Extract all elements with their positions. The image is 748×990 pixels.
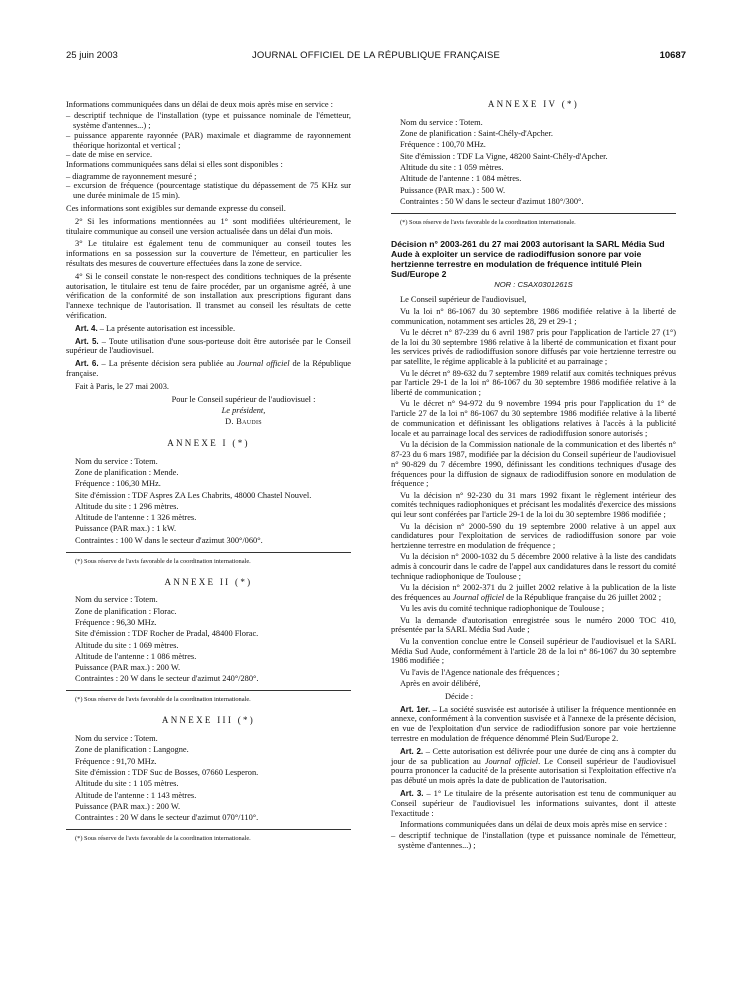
paragraph: Le Conseil supérieur de l'audiovisuel, — [400, 295, 527, 305]
page-header — [66, 50, 686, 66]
list-item: – excursion de fréquence (pourcentage statistique du dépassement de 75 KHz sur une durée minimale de 15 min). — [66, 181, 351, 201]
article-text: – La présente autorisation est incessible. — [97, 323, 236, 333]
annex-line: Altitude du site : 1 069 mètres. — [75, 640, 179, 650]
annex-line: Nom du service : Totem. — [400, 117, 483, 127]
list-item: – descriptif technique de l'installation (type et puissance nominale de l'émetteur, système d'antennes...) ; — [391, 831, 676, 850]
annex-line: Site d'émission : TDF Suc de Bosses, 07660 Lesperon. — [75, 767, 259, 777]
article-label: Art. 4. — [75, 323, 98, 333]
journal-reference: Journal officiel — [237, 359, 290, 369]
visa: Vu la convention conclue entre le Conseil supérieur de l'audiovisuel et la SARL Média Sud Aude, conformément à l'article 28 de la loi n° 86-1067 du 30 septembre 1986 modifiée ; — [391, 636, 676, 666]
list-item: – date de mise en service. — [66, 150, 153, 160]
annex-4 — [391, 100, 676, 227]
visa: Vu le décret n° 94-972 du 9 novembre 1994 pris pour l'application du 1° de l'article 27 de la loi n° 86-1067 du 30 septembre 1986 modifiée relative à la liberté de communication et définissant les obligations relatives à l'accès à la publicité locale et au parrainage local des services de radiodiffusion sonore autorisés ; — [391, 399, 676, 438]
signature-line: Pour le Conseil supérieur de l'audiovisuel : — [171, 394, 316, 404]
list-item: – diagramme de rayonnement mesuré ; — [66, 171, 197, 181]
annex-title: ANNEXE II (*) — [164, 576, 253, 587]
article-label: Art. 2. — [400, 746, 424, 756]
visa: Vu la demande d'autorisation enregistrée sous le numéro 2000 TOC 410, présentée par la SARL Média Sud Aude ; — [391, 615, 676, 635]
article-1 — [391, 705, 676, 744]
visa: Vu la décision n° 2000-590 du 19 septembre 2000 relative à un appel aux candidatures pour l'exploitation de services de radiodiffusion sonore par voie hertzienne terrestre en modulation de fréquence ; — [391, 521, 676, 551]
signature-title — [136, 406, 351, 416]
list-item: – puissance apparente rayonnée (PAR) maximale et diagramme de rayonnement théorique horizontal et vertical ; — [66, 130, 351, 150]
annex-line: Contraintes : 20 W dans le secteur d'azimut 070°/110°. — [75, 813, 259, 823]
visa: Vu les avis du comité technique radiophonique de Toulouse ; — [400, 604, 605, 614]
annex-line: Nom du service : Totem. — [75, 456, 158, 466]
article-text: – La présente décision sera publiée au — [98, 359, 238, 369]
annex-line: Fréquence : 106,30 MHz. — [75, 479, 161, 489]
annex-line: Altitude du site : 1 059 mètres. — [400, 162, 504, 172]
article-6 — [66, 359, 351, 379]
footnote: (*) Sous réserve de l'avis favorable de la coordination internationale. — [66, 552, 351, 566]
paragraph: 4° Si le conseil constate le non-respect des conditions techniques de la présente autorisation, le titulaire est tenu de faire procéder, par un organisme agréé, à une vérification de la conformité de son installation aux prescriptions figurant dans l'annexe technique de l'autorisation. Il transmet au conseil les résultats de cette vérification. — [66, 271, 351, 320]
annex-line: Fréquence : 91,70 MHz. — [75, 756, 157, 766]
list-item: – descriptif technique de l'installation (type et puissance nominale de l'émetteur, système d'antennes...) ; — [66, 111, 351, 131]
annex-line: Nom du service : Totem. — [75, 595, 158, 605]
annex-line: Zone de planification : Mende. — [75, 468, 179, 477]
signature-title-text: Le président, — [221, 405, 266, 415]
done-at: Fait à Paris, le 27 mai 2003. — [75, 381, 169, 391]
annex-1 — [66, 439, 351, 566]
annex-line: Zone de planification : Langogne. — [75, 745, 189, 755]
right-column — [391, 100, 676, 851]
decision-title: Décision n° 2003-261 du 27 mai 2003 autorisant la SARL Média Sud Aude à exploiter un service de radiodiffusion sonore par voie hertzienne terrestre en modulation de fréquence intitulé Plein Sud/Europe 2 — [391, 238, 665, 279]
annex-line: Puissance (PAR max.) : 200 W. — [75, 801, 181, 811]
header-date: 25 juin 2003 — [66, 50, 118, 61]
annex-line: Site d'émission : TDF La Vigne, 48200 Saint-Chély-d'Apcher. — [400, 151, 608, 161]
annex-line: Altitude de l'antenne : 1 326 mètres. — [75, 513, 197, 523]
paragraph: 2° Si les informations mentionnées au 1° sont modifiées ultérieurement, le titulaire communique au conseil une version actualisée dans un délai d'un mois. — [66, 216, 351, 236]
visa: Vu la décision n° 92-230 du 31 mars 1992 fixant le règlement intérieur des comités techniques radiophoniques et précisant les modalités d'exercice des missions qui leur sont conférées par l'article 29-1 de la loi du 30 septembre 1986 modifiée ; — [391, 490, 676, 520]
annex-2 — [66, 578, 351, 705]
annex-line: Site d'émission : TDF Rocher de Pradal, 48400 Florac. — [75, 629, 259, 639]
paragraph: Informations communiquées dans un délai de deux mois après mise en service : — [400, 819, 667, 829]
footnote: (*) Sous réserve de l'avis favorable de la coordination internationale. — [391, 213, 676, 227]
article-label: Art. 6. — [75, 359, 99, 369]
visa: Vu le décret n° 87-239 du 6 avril 1987 pris pour l'application de l'article 27 (1°) de la loi du 30 septembre 1986 relative à la liberté de communication et fixant pour les services privés de radiodiffusion sonore diffusés par voie hertzienne terrestre ou par satellite, le régime applicable à la publicité et au parrainage ; — [391, 327, 676, 367]
annex-line: Puissance (PAR max.) : 200 W. — [75, 663, 181, 673]
visa: Vu le décret n° 89-632 du 7 septembre 1989 relatif aux comités techniques prévus par l'article 29-1 de la loi n° 86-1067 du 30 septembre 1986 modifiée relative à la liberté de communication ; — [391, 368, 676, 398]
annex-line: Fréquence : 100,70 MHz. — [400, 140, 486, 150]
annex-line: Altitude du site : 1 105 mètres. — [75, 779, 179, 789]
article-text: – 1° Le titulaire de la présente autorisation est tenu de communiquer au Conseil supérieur de l'audiovisuel les informations suivantes, dont il atteste l'exactitude : — [391, 788, 677, 818]
decide-label: Décide : — [445, 691, 474, 701]
annex-line: Altitude du site : 1 296 mètres. — [75, 501, 179, 511]
journal-reference: Journal officiel — [452, 593, 505, 603]
visa-text: Vu la décision n° 2002-371 du 2 juillet 2002 relative à la publication de la liste des fréquences au — [391, 583, 676, 603]
annex-line: Altitude de l'antenne : 1 086 mètres. — [75, 651, 197, 661]
nor-reference: NOR : CSAX0301261S — [494, 279, 573, 289]
visa: Vu l'avis de l'Agence nationale des fréquences ; — [400, 667, 560, 677]
paragraph: Informations communiquées sans délai si elles sont disponibles : — [66, 160, 283, 170]
article-label: Art. 1er. — [400, 704, 431, 714]
article-3 — [391, 789, 676, 818]
paragraph: 3° Le titulaire est également tenu de communiquer au conseil toutes les informations en sa possession sur la couverture de l'émetteur, en particulier les résultats des mesures de couverture effectuées dans la zone de service. — [66, 239, 351, 268]
article-2 — [391, 747, 676, 786]
page-number: 10687 — [659, 50, 686, 61]
annex-3 — [66, 716, 351, 843]
annex-line: Contraintes : 50 W dans le secteur d'azimut 180°/300°. — [400, 196, 584, 206]
visa: Vu la décision n° 2000-1032 du 5 décembre 2000 relative à la liste des candidats admis à concourir dans le cadre de l'appel aux candidatures dans le ressort du comité technique radiophonique de Toulouse ; — [391, 552, 676, 581]
annex-title: ANNEXE III (*) — [161, 715, 256, 726]
article-text: – La société susvisée est autorisée à utiliser la fréquence mentionnée en annexe, conformément à la convention susvisée et à l'annexe de la présente décision, en vue de l'exploitation d'un service de radiodiffusion sonore par voie hertzienne terrestre en modulation de fréquence dénommé Plein Sud/Europe 2. — [391, 704, 676, 743]
annex-line: Zone de planification : Florac. — [75, 606, 177, 616]
footnote: (*) Sous réserve de l'avis favorable de la coordination internationale. — [66, 690, 351, 704]
annex-line: Altitude de l'antenne : 1 084 mètres. — [400, 174, 522, 184]
visa — [391, 583, 676, 603]
annex-line: Contraintes : 20 W dans le secteur d'azimut 240°/280°. — [75, 674, 259, 684]
visa: Après en avoir délibéré, — [400, 678, 481, 688]
article-text: . Le Conseil supérieur de l'audiovisuel pourra prononcer la caducité de la présente autorisation si l'exploitation effective n'a pas débuté un mois après la date de publication de l'autorisation. — [391, 756, 676, 786]
annex-line: Nom du service : Totem. — [75, 734, 158, 744]
paragraph: Ces informations sont exigibles sur demande expresse du conseil. — [66, 203, 286, 213]
article-text: – Toute utilisation d'une sous-porteuse doit être autorisée par le Conseil supérieur de l'audiovisuel. — [66, 336, 352, 356]
annex-line: Puissance (PAR max.) : 1 kW. — [75, 524, 177, 534]
visa-text: de la République française du 26 juillet 2002 ; — [504, 593, 662, 603]
article-label: Art. 3. — [400, 788, 424, 798]
left-column — [66, 100, 351, 855]
annex-line: Zone de planification : Saint-Chély-d'Apcher. — [400, 129, 553, 139]
annex-title: ANNEXE I (*) — [167, 437, 250, 448]
article-text: de la République française. — [66, 359, 352, 378]
journal-title: JOURNAL OFFICIEL DE LA RÉPUBLIQUE FRANÇAISE — [251, 50, 501, 61]
annex-line: Puissance (PAR max.) : 500 W. — [400, 185, 506, 195]
article-4 — [66, 324, 351, 334]
annex-line: Site d'émission : TDF Aspres ZA Les Chabrits, 48000 Chastel Nouvel. — [75, 490, 312, 500]
visa: Vu la loi n° 86-1067 du 30 septembre 1986 modifiée relative à la liberté de communication, notamment ses articles 28, 29 et 29-1 ; — [391, 306, 676, 326]
annex-line: Altitude de l'antenne : 1 143 mètres. — [75, 790, 197, 800]
annex-title: ANNEXE IV (*) — [487, 99, 580, 109]
article-text: – Cette autorisation est délivrée pour une durée de cinq ans à compter du jour de sa publication au — [391, 746, 676, 766]
visa: Vu la décision de la Commission nationale de la communication et des libertés n° 87-23 du 6 mars 1987, modifiée par la décision du Conseil supérieur de l'audiovisuel n° 90-829 du 7 décembre 1990, définissant les conditions techniques d'usage des fréquences pour la diffusion de signaux de radiodiffusion sonore en modulation de fréquence ; — [391, 440, 676, 489]
annex-line: Contraintes : 100 W dans le secteur d'azimut 300°/060°. — [75, 535, 263, 545]
signature-name: D. Baudis — [225, 417, 262, 427]
annex-line: Fréquence : 96,30 MHz. — [75, 617, 157, 627]
paragraph: Informations communiquées dans un délai de deux mois après mise en service : — [66, 100, 333, 109]
article-label: Art. 5. — [75, 336, 99, 346]
journal-reference: Journal officiel — [484, 756, 539, 766]
article-5 — [66, 337, 351, 357]
footnote: (*) Sous réserve de l'avis favorable de la coordination internationale. — [66, 829, 351, 843]
